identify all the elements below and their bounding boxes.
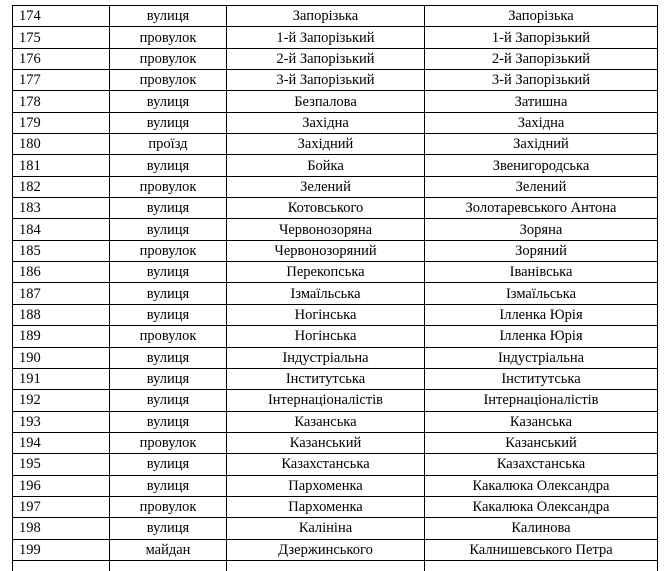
street-renaming-table [12, 5, 658, 571]
row-number-cell: 185 [13, 240, 110, 261]
row-number-cell: 199 [13, 539, 110, 560]
row-number-cell: 186 [13, 262, 110, 283]
new-name-cell: Какалюка Олександра [425, 496, 658, 517]
street-type-cell: вулиця [110, 155, 227, 176]
row-number-cell: 197 [13, 496, 110, 517]
row-number-cell: 192 [13, 390, 110, 411]
row-number-cell: 187 [13, 283, 110, 304]
row-number-cell: 196 [13, 475, 110, 496]
new-name-cell: Запорізька [425, 6, 658, 27]
row-number-cell: 195 [13, 454, 110, 475]
table-body [13, 6, 658, 571]
new-name-cell: Казанський [425, 432, 658, 453]
new-name-cell: Звенигородська [425, 155, 658, 176]
old-name-cell: Запорізька [227, 6, 425, 27]
new-name-cell: Какалюка Олександра [425, 475, 658, 496]
table-row [13, 390, 658, 411]
table-row [13, 48, 658, 69]
new-name-cell: Калнишевського Петра [425, 539, 658, 560]
empty-cell [425, 560, 658, 571]
new-name-cell: Казахстанська [425, 454, 658, 475]
new-name-cell: Зоряний [425, 240, 658, 261]
table-row [13, 368, 658, 389]
old-name-cell: Червонозоряна [227, 219, 425, 240]
table-row [13, 518, 658, 539]
new-name-cell: Іванівська [425, 262, 658, 283]
old-name-cell: Ногінська [227, 326, 425, 347]
street-type-cell: провулок [110, 326, 227, 347]
old-name-cell: 3-й Запорізький [227, 70, 425, 91]
street-type-cell: вулиця [110, 454, 227, 475]
table-row [13, 539, 658, 560]
new-name-cell: Ілленка Юрія [425, 304, 658, 325]
row-number-cell: 184 [13, 219, 110, 240]
street-type-cell: провулок [110, 48, 227, 69]
old-name-cell: Пархоменка [227, 496, 425, 517]
row-number-cell: 182 [13, 176, 110, 197]
street-type-cell: вулиця [110, 368, 227, 389]
row-number-cell: 188 [13, 304, 110, 325]
new-name-cell: Інститутська [425, 368, 658, 389]
empty-cell [227, 560, 425, 571]
new-name-cell: Казанська [425, 411, 658, 432]
street-type-cell: провулок [110, 27, 227, 48]
street-type-cell: майдан [110, 539, 227, 560]
new-name-cell: 2-й Запорізький [425, 48, 658, 69]
table-row [13, 134, 658, 155]
new-name-cell: 3-й Запорізький [425, 70, 658, 91]
table-row [13, 262, 658, 283]
street-type-cell: провулок [110, 240, 227, 261]
street-type-cell: провулок [110, 432, 227, 453]
table-row-partial [13, 560, 658, 571]
empty-cell [110, 560, 227, 571]
row-number-cell: 189 [13, 326, 110, 347]
row-number-cell: 193 [13, 411, 110, 432]
row-number-cell: 183 [13, 198, 110, 219]
table-row [13, 198, 658, 219]
old-name-cell: Перекопська [227, 262, 425, 283]
old-name-cell: Ногінська [227, 304, 425, 325]
new-name-cell: Золотаревського Антона [425, 198, 658, 219]
street-type-cell: вулиця [110, 112, 227, 133]
old-name-cell: Казанська [227, 411, 425, 432]
new-name-cell: Калинова [425, 518, 658, 539]
street-type-cell: вулиця [110, 390, 227, 411]
new-name-cell: Зелений [425, 176, 658, 197]
street-type-cell: вулиця [110, 518, 227, 539]
new-name-cell: Індустріальна [425, 347, 658, 368]
row-number-cell: 181 [13, 155, 110, 176]
street-type-cell: вулиця [110, 219, 227, 240]
old-name-cell: Казанський [227, 432, 425, 453]
old-name-cell: Казахстанська [227, 454, 425, 475]
street-type-cell: вулиця [110, 283, 227, 304]
table-row [13, 347, 658, 368]
table-row [13, 27, 658, 48]
old-name-cell: Західний [227, 134, 425, 155]
table-row [13, 6, 658, 27]
table-row [13, 304, 658, 325]
old-name-cell: 2-й Запорізький [227, 48, 425, 69]
table-row [13, 283, 658, 304]
street-type-cell: вулиця [110, 262, 227, 283]
street-type-cell: вулиця [110, 91, 227, 112]
old-name-cell: Червонозоряний [227, 240, 425, 261]
street-type-cell: провулок [110, 70, 227, 91]
table-row [13, 326, 658, 347]
new-name-cell: Зоряна [425, 219, 658, 240]
empty-cell [13, 560, 110, 571]
old-name-cell: 1-й Запорізький [227, 27, 425, 48]
street-type-cell: вулиця [110, 198, 227, 219]
street-type-cell: провулок [110, 176, 227, 197]
street-type-cell: вулиця [110, 411, 227, 432]
row-number-cell: 178 [13, 91, 110, 112]
table-row [13, 454, 658, 475]
table-row [13, 91, 658, 112]
new-name-cell: Західний [425, 134, 658, 155]
street-type-cell: вулиця [110, 6, 227, 27]
new-name-cell: Затишна [425, 91, 658, 112]
table-row [13, 112, 658, 133]
street-type-cell: вулиця [110, 304, 227, 325]
old-name-cell: Інтернаціоналістів [227, 390, 425, 411]
old-name-cell: Дзержинського [227, 539, 425, 560]
table-row [13, 219, 658, 240]
old-name-cell: Пархоменка [227, 475, 425, 496]
row-number-cell: 180 [13, 134, 110, 155]
row-number-cell: 190 [13, 347, 110, 368]
street-type-cell: провулок [110, 496, 227, 517]
table-row [13, 432, 658, 453]
old-name-cell: Західна [227, 112, 425, 133]
table-row [13, 475, 658, 496]
row-number-cell: 198 [13, 518, 110, 539]
street-type-cell: вулиця [110, 475, 227, 496]
new-name-cell: 1-й Запорізький [425, 27, 658, 48]
row-number-cell: 175 [13, 27, 110, 48]
old-name-cell: Безпалова [227, 91, 425, 112]
row-number-cell: 176 [13, 48, 110, 69]
row-number-cell: 194 [13, 432, 110, 453]
old-name-cell: Зелений [227, 176, 425, 197]
table-row [13, 155, 658, 176]
old-name-cell: Котовського [227, 198, 425, 219]
street-type-cell: вулиця [110, 347, 227, 368]
row-number-cell: 179 [13, 112, 110, 133]
old-name-cell: Ізмаїльська [227, 283, 425, 304]
old-name-cell: Інститутська [227, 368, 425, 389]
new-name-cell: Ілленка Юрія [425, 326, 658, 347]
row-number-cell: 177 [13, 70, 110, 91]
table-row [13, 70, 658, 91]
new-name-cell: Інтернаціоналістів [425, 390, 658, 411]
new-name-cell: Західна [425, 112, 658, 133]
table-row [13, 240, 658, 261]
new-name-cell: Ізмаїльська [425, 283, 658, 304]
table-row [13, 176, 658, 197]
row-number-cell: 174 [13, 6, 110, 27]
old-name-cell: Індустріальна [227, 347, 425, 368]
street-type-cell: проїзд [110, 134, 227, 155]
old-name-cell: Калініна [227, 518, 425, 539]
old-name-cell: Бойка [227, 155, 425, 176]
table-row [13, 411, 658, 432]
row-number-cell: 191 [13, 368, 110, 389]
table-row [13, 496, 658, 517]
